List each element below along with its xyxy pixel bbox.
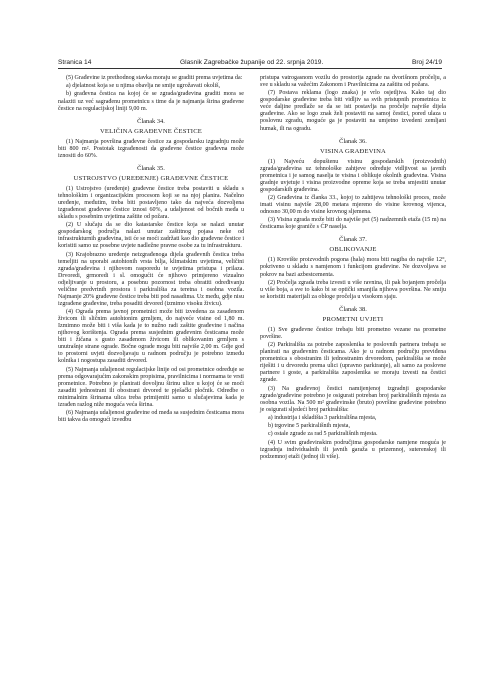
paragraph: (3) Na građevnoj čestici namijenjenoj izgradnji gospodarske zgrade/građevine potrebno je osigurati potreban broj parkirališnih mjesta za osobna vozila. Na 500 m² građevinske (bruto) površine građevine potrebno je osigurati sljedeći broj parkirališta:: [260, 385, 446, 413]
page-header: [58, 54, 442, 66]
paragraph: (3) Visina zgrada može biti do najviše pet (5) nadzemnih etaža (15 m) na česticama koje graniče s ĆP naselja.: [260, 217, 446, 231]
paragraph: (1) Najmanja površina građevne čestice za gospodarsku izgradnju može biti 800 m². Postotak izgrađenosti da građevne čestice građevna može iznositi do 60%.: [58, 138, 244, 159]
paragraph: (2) Pročelja zgrada treba izvesti u više ravnina, ili pak bojanjem pročelja u više boja, a sve to kako bi se optički smanjila njihova površina. Ne smiju se koristiti materijali za obloge pročelja u visokom sjaju.: [260, 279, 446, 300]
paragraph: (4) U svim građevinskim područjima gospodarske namjene moguća je izgradnja individualnih ili javnih garaža u prizemnoj, suterenskoj ili podzemnoj etaži (jednoj ili više).: [260, 439, 446, 460]
left-column: [58, 75, 244, 425]
paragraph: (2) Građevina iz članka 33., kojoj to zahtijeva tehnološki proces, može imati visinu najviše 28,00 metara mjereno do visine krovnog vijenca, odnosno 30,00 m do visine krovnog sljemena.: [260, 194, 446, 216]
paragraph: (1) Sve građevne čestice trebaju biti prometno vezane na prometne površine.: [260, 326, 446, 340]
paragraph: (2) U slučaju da se dio katastarske čestice koja se nalazi unutar gospodarskog područja nalazi unutar zaštitnog pojasa neke od infrastrukturnih građevina, isti će se moći zadržati kao dio građevne čestice i koristiti samo uz posebne uvjete nadležne pravne osobe za tu infrastrukturu.: [58, 222, 244, 250]
page-number: Stranica 14: [58, 59, 92, 66]
article-number: Članak 36.: [339, 137, 367, 145]
paragraph: (6) Najmanja udaljenost građevine od međa sa susjednim česticama mora biti takva da omogući izvedbu: [58, 410, 244, 424]
paragraph: (1) Ustrojstvo (uređenje) građevne čestice treba postaviti u skladu s tehnološkim i organizacijskim procesom koji se na njoj planira. Načelno uređenje, međutim, treba biti postavljeno tako da najveća dozvoljena izgrađenost građevne čestice iznosi 60%, a udaljenost od bočnih međa u skladu s posebnim uvjetima zaštite od požara.: [58, 185, 244, 220]
article-number: Članak 35.: [137, 164, 165, 172]
paragraph: (5) Građevine iz prethodnog stavka moraju se graditi prema uvjetima da:: [66, 75, 243, 81]
paragraph: a) industrija i skladišta 3 parkirališna mjesta,: [268, 415, 377, 421]
paragraph: (5) Najmanja udaljenost regulacijske linije od osi prometnice određuje se prema odgovarajućim zakonskim propisima, pravilnicima i normama te vrsti prometnice. Potrebno je planirati dovoljnu širinu ulice u kojoj će se moći zasaditi jednostrani ili obostrani drvored te pješački pločnik. Odredbe o minimalnim širinama ulica treba primijeniti samo u slučajevima kada je izrađen razlog niže moguća veća širina.: [58, 366, 244, 408]
article-heading: USTROJSTVO (UREĐENJE) GRAĐEVNE ČESTICE: [73, 174, 229, 182]
publication-title: Glasnik Zagrebačke županije od 22. srpnja 2019.: [179, 59, 324, 66]
article-number: Članak 34.: [137, 117, 165, 125]
article-number: Članak 37.: [339, 236, 367, 244]
article-heading: PROMETNI UVJETI: [322, 315, 384, 323]
paragraph: (2) Parkirališta za potrebe zaposlenika te poslovnih partnera trebaju se planirati na građevnim česticama. Ako je u radnom području previđena prometnica s obostranim ili jednostranim drvoredom, parkirališta se može riješiti i u drvoredu prema ulici (upravno parkiranje), ali samo za poslovne partnere i goste, a parkirališta zaposlenika se moraju izvesti na čestici zgrade.: [260, 342, 446, 384]
article-heading: VISINA GRAĐEVINA: [319, 147, 387, 155]
paragraph: (1) Krovište proizvodnih pogona (hala) mora biti nagiba do najviše 12°, pokriveno u skladu s namjenom i funkcijom građevine. Ne dozvoljava se pokrov na bazi azbestcementa.: [260, 257, 446, 278]
paragraph: (7) Postava reklama (logo znaka) je vrlo osjetljiva. Kako taj dio gospodarske građevine treba biti vidljiv sa svih pristupnih prometnica iz veće daljine predlaže se da se isti postavlja na pročelje najviše dijela građevine. Ako se logo znak želi postaviti na samoj čestici, pored ulaza u poslovnu zgradu, moguće ga je postaviti na umjetno izvedeni zemljani humak, ili na ogradu.: [260, 90, 446, 132]
article-heading: VELIČINA GRAĐEVNE ČESTICE: [99, 127, 203, 135]
article-heading: OBLIKOVANJE: [329, 246, 377, 254]
paragraph: (3) Krajobrazno uređenje neizgrađenoga dijela građevnih čestica treba temeljiti na uporabi autohtonih vrsta bilja, klimatskim uvjetima, veličini zgrada/građevina i njihovom rasporedu te uvjetima pristupa i prilaza. Drvoredi, grmoredi i sl. omogućit će njihovo primjereno vizualno odjeljivanje u prostoru, a posebnu pozornost treba obratiti određivanju veličine predvrtnih prostora i parkirališta za teretna i osobna vozila. Najmanje 20% građevne čestice treba biti pod nasadima. Uz među, gdje nisu izgrađene građevine, treba posaditi drvored (izmimo visoku živicu).: [58, 251, 244, 307]
header-divider: [58, 68, 442, 69]
issue-number: Broj 24/19: [411, 59, 442, 66]
paragraph: (1) Najveću dopuštenu visinu gospodarskih (proizvodnih) zgrada/građevina uz tehnološke zahtjeve određuje vidljivost sa javnih prometnica i je samog naselja te visina i oblikuje okolnih građevina. Visina gradnje uvjetuje i visina proizvodne opreme koja se treba smjestiti unutar gospodarskih građevina.: [260, 158, 446, 193]
paragraph: c) ostale zgrade za rad 5 parkirališnih mjesta.: [268, 431, 378, 438]
right-column: [260, 75, 446, 462]
paragraph: b) građevna čestica na kojoj će se zgrada/građevina graditi mora se nalaziti uz već sagrađenu prometnicu s time da je najmanja širina građevne čestice na regulacijskoj liniji 9,00 m.: [58, 91, 244, 112]
paragraph: pristupa vatrogasnom vozilu do prostorija zgrade na dvorišnom pročelju, a sve u skladu sa važećim Zakonom i Pravilnicima za zaštitu od požara.: [260, 75, 446, 89]
paragraph: b) trgovine 5 parkirališnih mjesta,: [268, 423, 351, 430]
paragraph: a) djelatnost koja se u njima obavlja ne smije ugrožavati okoliš,: [66, 83, 220, 90]
article-number: Članak 38.: [339, 305, 367, 313]
paragraph: (4) Ograda prema javnoj prometnici može biti izvedena za zasađenom živicom ili sličnim autohtonim grmljem, do najveće visine od 1,80 m. Izmimno može biti i viša kada je to nužno radi zaštite građevine i načina njihovog korištenja. Ograda prema susjednim građevnim česticama može biti i žičana s gusto zasađenom živicom ili oblikovanim grmljem s unutrašnje strane ograde. Bočne ograde mogu biti najviše 2,00 m. Gdje god to prostorni uvjeti dozvoljavaju u radnom području je potrebno između kolnika i nogostupa zasaditi drvored.: [58, 309, 244, 365]
